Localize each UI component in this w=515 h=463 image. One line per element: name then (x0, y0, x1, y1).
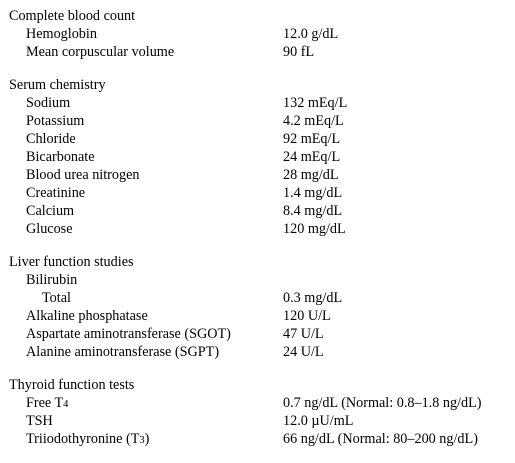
test-value: 0.3 mg/dL (283, 290, 343, 306)
section-title: Liver function studies (9, 254, 134, 270)
test-value: 4.2 mEq/L (283, 113, 344, 129)
result-row-potassium (9, 112, 515, 130)
result-row-bicarbonate (9, 148, 515, 166)
test-value: 120 U/L (283, 308, 331, 324)
test-value: 132 mEq/L (283, 95, 348, 111)
test-name: Alanine aminotransferase (SGPT) (26, 344, 220, 360)
test-name: Creatinine (26, 185, 86, 201)
section-serum-chemistry (9, 76, 515, 238)
result-row-calcium (9, 202, 515, 220)
section-liver-function-studies (9, 253, 515, 361)
section-complete-blood-count (9, 7, 515, 61)
test-name: Glucose (26, 221, 73, 237)
test-name: Bicarbonate (26, 149, 95, 165)
lab-results-sheet (9, 7, 515, 463)
test-value: 12.0 µU/mL (283, 413, 354, 429)
result-row-bilirubin-total (9, 289, 515, 307)
test-name: Aspartate aminotransferase (SGOT) (26, 326, 231, 342)
test-value: 0.7 ng/dL (Normal: 0.8–1.8 ng/dL) (283, 395, 482, 411)
test-name: Chloride (26, 131, 76, 147)
result-row-tsh (9, 412, 515, 430)
result-row-bun (9, 166, 515, 184)
result-row-hemoglobin (9, 25, 515, 43)
section-title: Thyroid function tests (9, 377, 135, 393)
test-name (9, 394, 283, 412)
test-value: 24 U/L (283, 344, 324, 360)
result-row-free-t4 (9, 394, 515, 412)
test-name: Sodium (26, 95, 71, 111)
test-name: Mean corpuscular volume (26, 44, 175, 60)
result-row-chloride (9, 130, 515, 148)
test-value: 24 mEq/L (283, 149, 341, 165)
test-name: Hemoglobin (26, 26, 97, 42)
result-row-alkaline-phosphatase (9, 307, 515, 325)
section-title: Complete blood count (9, 8, 136, 24)
test-value: 12.0 g/dL (283, 26, 339, 42)
test-name-end: ) (144, 431, 150, 447)
test-name-subscript: 4 (63, 399, 69, 410)
test-name (9, 430, 283, 448)
result-row-t3 (9, 430, 515, 448)
test-name: TSH (26, 413, 53, 429)
section-title: Serum chemistry (9, 77, 106, 93)
test-value: 8.4 mg/dL (283, 203, 343, 219)
result-row-glucose (9, 220, 515, 238)
test-name-main: Free T (26, 395, 64, 411)
test-value: 90 fL (283, 44, 315, 60)
test-value: 66 ng/dL (Normal: 80–200 ng/dL) (283, 431, 478, 447)
test-name: Calcium (26, 203, 75, 219)
test-name-subscript: 3 (139, 435, 145, 446)
result-row-sodium (9, 94, 515, 112)
test-name: Potassium (26, 113, 85, 129)
test-name: Total (42, 290, 71, 306)
test-value: 47 U/L (283, 326, 324, 342)
result-row-sgot (9, 325, 515, 343)
test-value: 120 mg/dL (283, 221, 346, 237)
test-value: 28 mg/dL (283, 167, 339, 183)
test-name: Alkaline phosphatase (26, 308, 148, 324)
test-name-main: Triiodothyronine (T (26, 431, 140, 447)
section-thyroid-function-tests (9, 376, 515, 448)
group-label-bilirubin: Bilirubin (26, 272, 78, 288)
test-value: 92 mEq/L (283, 131, 341, 147)
test-name: Blood urea nitrogen (26, 167, 140, 183)
result-row-creatinine (9, 184, 515, 202)
test-value: 1.4 mg/dL (283, 185, 343, 201)
result-row-sgpt (9, 343, 515, 361)
result-row-mcv (9, 43, 515, 61)
